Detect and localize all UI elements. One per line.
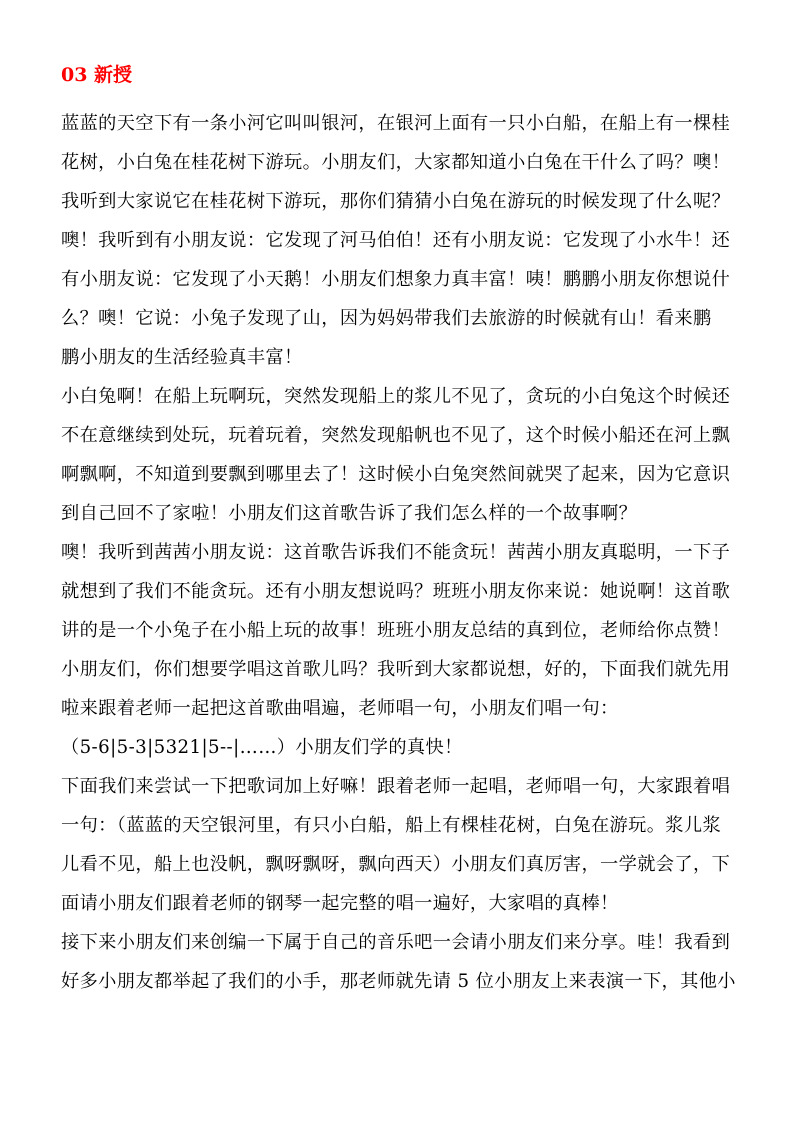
paragraph-line: 不在意继续到处玩，玩着玩着，突然发现船帆也不见了，这个时候小船还在河上飘	[61, 425, 731, 446]
paragraph-line: 讲的是一个小兔子在小船上玩的故事！班班小朋友总结的真到位，老师给你点赞！	[61, 620, 731, 641]
paragraph-line: 花树，小白兔在桂花树下游玩。小朋友们，大家都知道小白兔在干什么了吗？噢！	[61, 152, 731, 173]
paragraph-line: 就想到了我们不能贪玩。还有小朋友想说吗？班班小朋友你来说：她说啊！这首歌	[61, 581, 731, 602]
paragraph-line: 好多小朋友都举起了我们的小手，那老师就先请 5 位小朋友上来表演一下，其他小	[61, 971, 736, 992]
paragraph-line: 么？噢！它说：小兔子发现了山，因为妈妈带我们去旅游的时候就有山！看来鹏	[61, 308, 712, 329]
paragraph-line: 啊飘啊，不知道到要飘到哪里去了！这时候小白兔突然间就哭了起来，因为它意识	[61, 464, 731, 485]
paragraph-line: 小白兔啊！在船上玩啊玩，突然发现船上的浆儿不见了，贪玩的小白兔这个时候还	[61, 386, 731, 407]
section-heading: 03 新授	[61, 64, 133, 86]
paragraph-line: （5-6|5-3|5321|5--|……）小朋友们学的真快！	[61, 737, 463, 758]
paragraph-line: 噢！我听到茜茜小朋友说：这首歌告诉我们不能贪玩！茜茜小朋友真聪明，一下子	[61, 542, 731, 563]
paragraph-line: 儿看不见，船上也没帆，飘呀飘呀，飘向西天）小朋友们真厉害，一学就会了，下	[61, 854, 731, 875]
paragraph-line: 接下来小朋友们来创编一下属于自己的音乐吧一会请小朋友们来分享。哇！我看到	[61, 932, 731, 953]
paragraph-line: 啦来跟着老师一起把这首歌曲唱遍，老师唱一句，小朋友们唱一句：	[61, 698, 619, 719]
paragraph-line: 一句：（蓝蓝的天空银河里，有只小白船，船上有棵桂花树，白兔在游玩。浆儿浆	[61, 815, 722, 836]
paragraph-line: 鹏小朋友的生活经验真丰富！	[61, 347, 303, 368]
paragraph-line: 蓝蓝的天空下有一条小河它叫叫银河，在银河上面有一只小白船，在船上有一棵桂	[61, 113, 731, 134]
paragraph-line: 到自己回不了家啦！小朋友们这首歌告诉了我们怎么样的一个故事啊？	[61, 503, 638, 524]
paragraph-line: 噢！我听到有小朋友说：它发现了河马伯伯！还有小朋友说：它发现了小水牛！还	[61, 230, 731, 251]
paragraph-line: 下面我们来尝试一下把歌词加上好嘛！跟着老师一起唱，老师唱一句，大家跟着唱	[61, 776, 731, 797]
paragraph-line: 小朋友们，你们想要学唱这首歌儿吗？我听到大家都说想，好的，下面我们就先用	[61, 659, 731, 680]
paragraph-line: 面请小朋友们跟着老师的钢琴一起完整的唱一遍好，大家唱的真棒！	[61, 893, 619, 914]
paragraph-line: 我听到大家说它在桂花树下游玩，那你们猜猜小白兔在游玩的时候发现了什么呢？	[61, 191, 731, 212]
paragraph-line: 有小朋友说：它发现了小天鹅！小朋友们想象力真丰富！咦！鹏鹏小朋友你想说什	[61, 269, 731, 290]
